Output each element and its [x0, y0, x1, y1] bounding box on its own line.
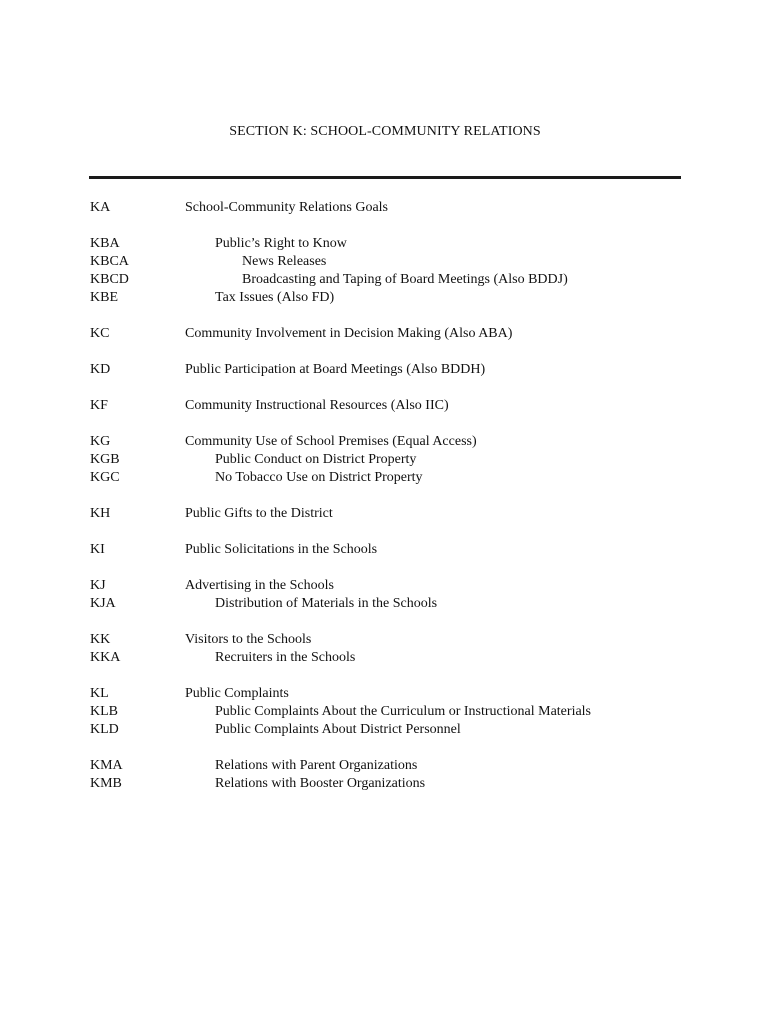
- policy-entry: [90, 289, 690, 307]
- policy-title: Community Use of School Premises (Equal Access): [185, 434, 477, 449]
- policy-group: [90, 199, 690, 217]
- policy-entry: [90, 433, 690, 451]
- policy-title: Visitors to the Schools: [185, 632, 312, 647]
- policy-title: Public Complaints: [185, 686, 289, 701]
- policy-title: Broadcasting and Taping of Board Meetings (Also BDDJ): [242, 272, 568, 287]
- policy-code: KGC: [90, 470, 120, 485]
- policy-title: Public Complaints About the Curriculum or Instructional Materials: [215, 704, 592, 719]
- policy-entry: [90, 685, 690, 703]
- policy-entry: [90, 397, 690, 415]
- policy-entry: [90, 451, 690, 469]
- policy-code: KJA: [90, 596, 116, 611]
- heading-divider: [89, 176, 681, 179]
- policy-title: No Tobacco Use on District Property: [215, 470, 423, 485]
- policy-code-list: [90, 199, 690, 811]
- page-title: SECTION K: SCHOOL-COMMUNITY RELATIONS: [229, 124, 541, 139]
- policy-entry: [90, 325, 690, 343]
- policy-title: School-Community Relations Goals: [185, 200, 388, 215]
- policy-title: Community Instructional Resources (Also IIC): [185, 398, 449, 413]
- policy-entry: [90, 253, 690, 271]
- policy-title: Public Participation at Board Meetings (Also BDDH): [185, 362, 486, 377]
- policy-group: [90, 361, 690, 379]
- policy-code: KC: [90, 326, 110, 341]
- policy-entry: [90, 271, 690, 289]
- policy-title: Tax Issues (Also FD): [215, 290, 335, 305]
- policy-title: Public Complaints About District Personnel: [215, 722, 461, 737]
- policy-title: Public’s Right to Know: [215, 236, 347, 251]
- policy-code: KF: [90, 398, 108, 413]
- policy-code: KL: [90, 686, 109, 701]
- policy-code: KBCD: [90, 272, 129, 287]
- policy-title: Advertising in the Schools: [185, 578, 334, 593]
- policy-entry: [90, 721, 690, 739]
- policy-entry: [90, 577, 690, 595]
- policy-code: KLD: [90, 722, 119, 737]
- policy-entry: [90, 361, 690, 379]
- policy-group: [90, 397, 690, 415]
- policy-group: [90, 685, 690, 739]
- policy-code: KKA: [90, 650, 121, 665]
- policy-code: KD: [90, 362, 111, 377]
- policy-code: KLB: [90, 704, 118, 719]
- policy-title: Public Solicitations in the Schools: [185, 542, 378, 557]
- policy-entry: [90, 631, 690, 649]
- policy-code: KGB: [90, 452, 120, 467]
- policy-group: [90, 325, 690, 343]
- policy-title: Relations with Booster Organizations: [215, 776, 426, 791]
- policy-title: News Releases: [242, 254, 327, 269]
- policy-code: KK: [90, 632, 111, 647]
- policy-code: KA: [90, 200, 111, 215]
- policy-group: [90, 235, 690, 307]
- policy-group: [90, 541, 690, 559]
- policy-entry: [90, 775, 690, 793]
- policy-code: KG: [90, 434, 111, 449]
- policy-title: Relations with Parent Organizations: [215, 758, 418, 773]
- policy-code: KMA: [90, 758, 123, 773]
- policy-title: Community Involvement in Decision Making (Also ABA): [185, 326, 513, 341]
- policy-code: KBA: [90, 236, 120, 251]
- policy-title: Public Gifts to the District: [185, 506, 333, 521]
- policy-code: KH: [90, 506, 111, 521]
- policy-entry: [90, 469, 690, 487]
- policy-group: [90, 505, 690, 523]
- policy-entry: [90, 235, 690, 253]
- policy-code: KMB: [90, 776, 122, 791]
- policy-title: Public Conduct on District Property: [215, 452, 417, 467]
- policy-code: KJ: [90, 578, 106, 593]
- policy-entry: [90, 199, 690, 217]
- policy-entry: [90, 505, 690, 523]
- policy-entry: [90, 595, 690, 613]
- policy-entry: [90, 703, 690, 721]
- policy-group: [90, 433, 690, 487]
- policy-group: [90, 757, 690, 793]
- policy-entry: [90, 649, 690, 667]
- policy-group: [90, 631, 690, 667]
- policy-code: KI: [90, 542, 105, 557]
- policy-entry: [90, 757, 690, 775]
- policy-code: KBCA: [90, 254, 129, 269]
- policy-title: Recruiters in the Schools: [215, 650, 356, 665]
- policy-title: Distribution of Materials in the Schools: [215, 596, 438, 611]
- policy-code: KBE: [90, 290, 118, 305]
- policy-entry: [90, 541, 690, 559]
- policy-group: [90, 577, 690, 613]
